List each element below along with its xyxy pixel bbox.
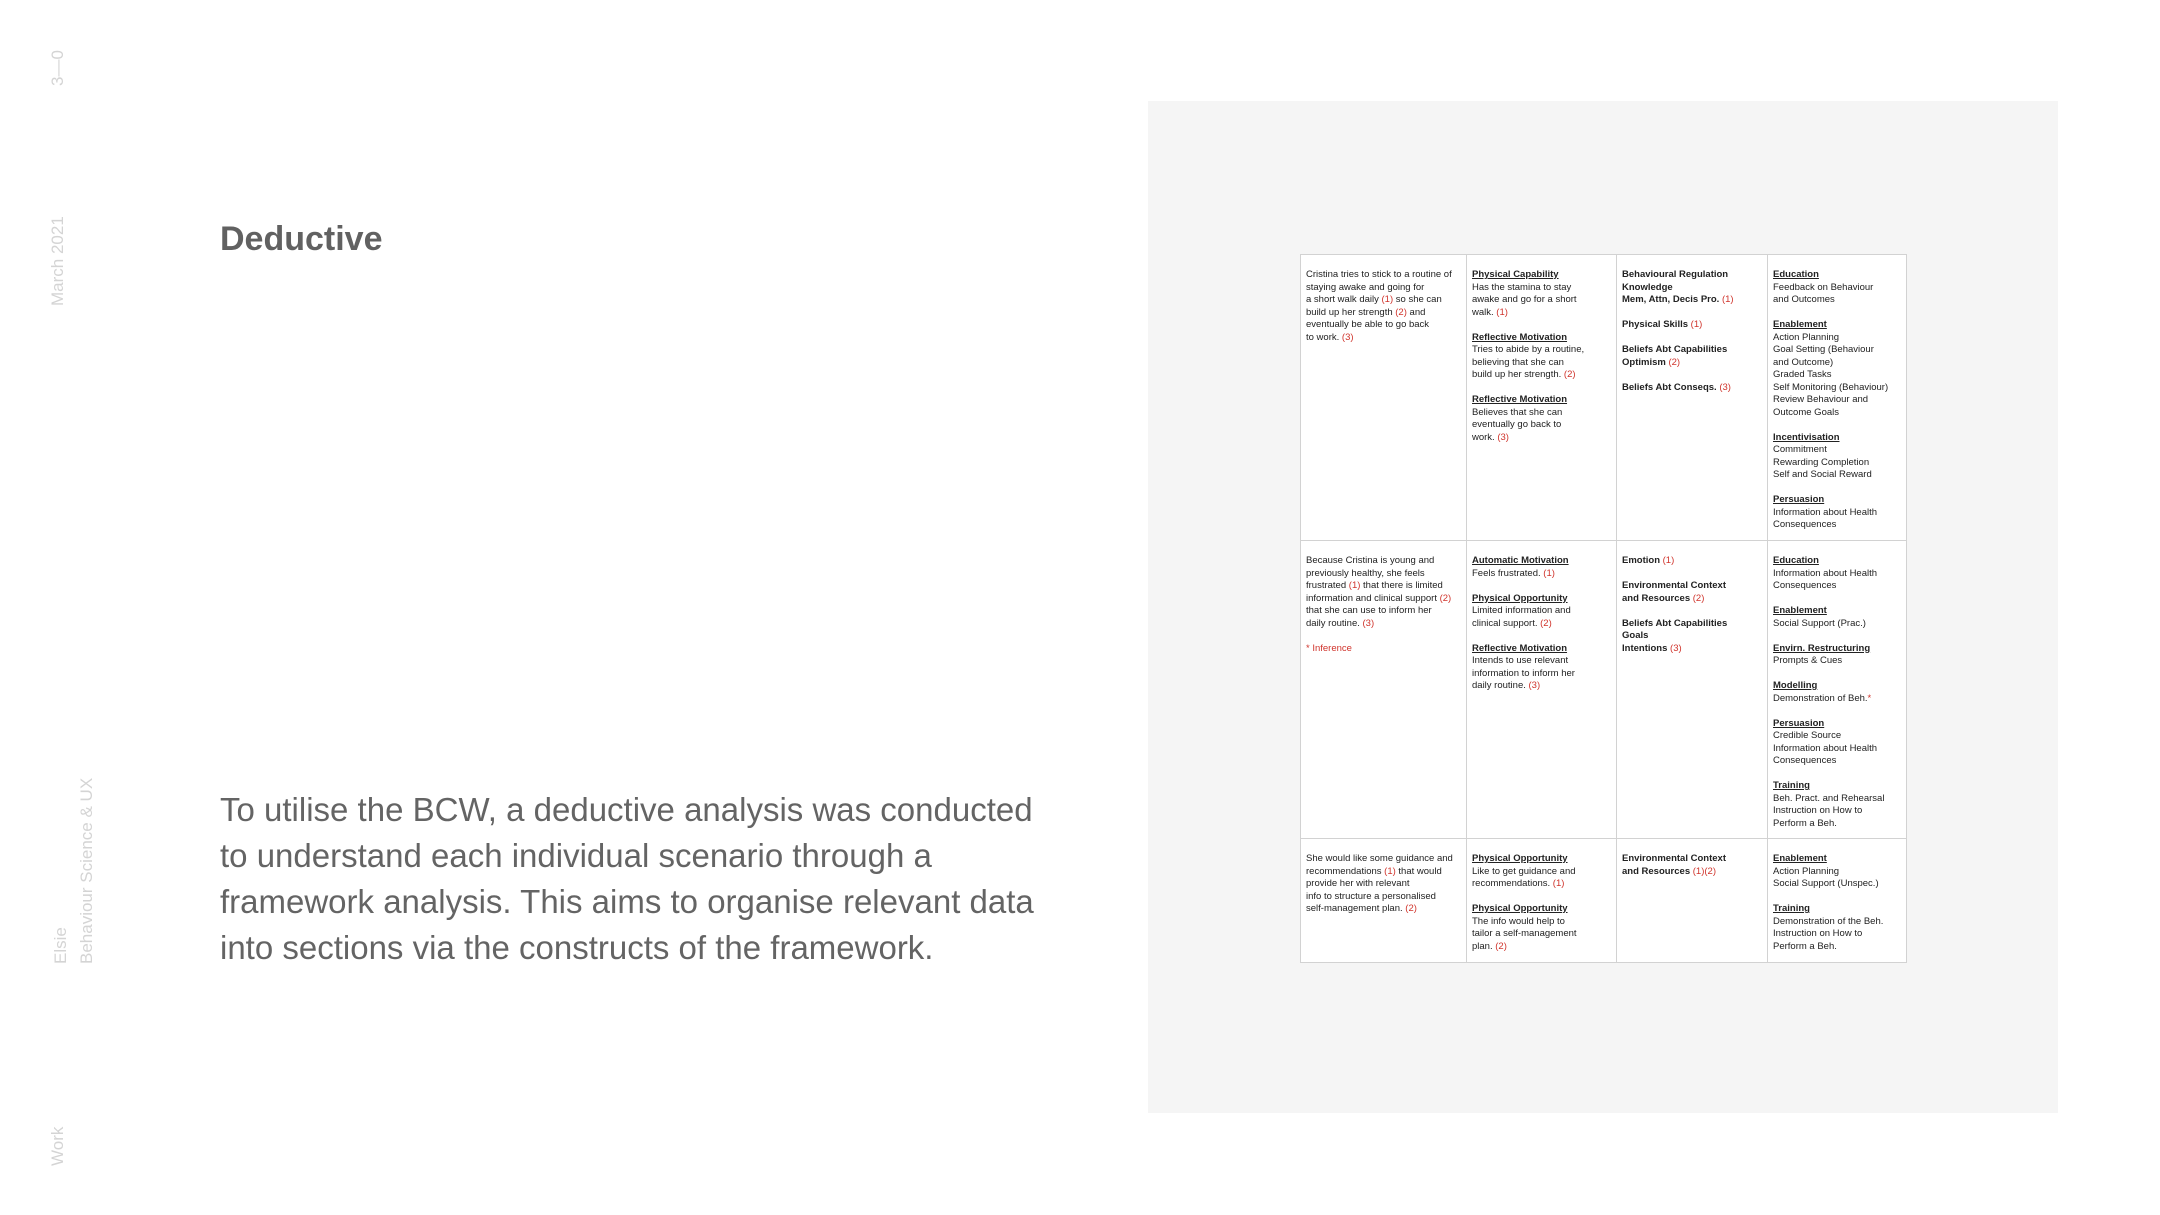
cell-line: Intends to use relevant: [1472, 655, 1569, 666]
cell-heading: Education: [1773, 269, 1819, 280]
cell-line: Perform a Beh.: [1773, 817, 1837, 829]
marker: (1): [1543, 567, 1555, 579]
cell-heading: Modelling: [1773, 680, 1818, 691]
scenario-cell: [1301, 839, 1467, 963]
cell-line: and Outcome): [1773, 356, 1834, 368]
cell-heading: Physical Opportunity: [1472, 592, 1568, 604]
marker: *: [1867, 692, 1872, 704]
slide-number: 3—0: [48, 50, 67, 86]
bct-cell: [1768, 839, 1907, 963]
cell-line: Action Planning: [1773, 865, 1840, 877]
cell-line: and Resources (1)(2): [1622, 865, 1716, 877]
cell-line: recommendations (1) that would: [1306, 865, 1442, 877]
cell-line: awake and go for a short: [1472, 294, 1577, 305]
section-label: Work: [48, 1126, 67, 1166]
cell-line: and Resources (2): [1622, 592, 1705, 604]
marker: (1): [1381, 294, 1394, 305]
cell-line: believing that she can: [1472, 356, 1564, 368]
cell-line: Self and Social Reward: [1773, 469, 1872, 480]
cell-line: Information about Health: [1773, 567, 1878, 579]
marker: (2): [1668, 356, 1681, 368]
marker: (2): [1540, 617, 1552, 629]
cell-heading: Physical Opportunity: [1472, 853, 1568, 864]
cell-line: Beliefs Abt Capabilities: [1622, 344, 1728, 355]
cell-line: Intentions (3): [1622, 642, 1682, 654]
cell-heading: Enablement: [1773, 319, 1827, 330]
cell-line: Like to get guidance and: [1472, 865, 1576, 877]
bct-cell: [1768, 255, 1907, 541]
cell-line: frustrated (1) that there is limited: [1306, 580, 1443, 591]
cell-line: information to inform her: [1472, 667, 1575, 679]
project-subtitle: Behaviour Science & UX: [77, 777, 96, 964]
cell-line: The info would help to: [1472, 915, 1565, 927]
table-row: [1301, 255, 1907, 541]
cell-line: Self Monitoring (Behaviour): [1773, 381, 1889, 393]
cell-line: Beliefs Abt Conseqs. (3): [1622, 381, 1731, 393]
body-paragraph: To utilise the BCW, a deductive analysis was conducted to understand each individual scenario through a framework analysis. This aims to organise relevant data into sections via the constructs of the framework.: [220, 791, 1034, 966]
cell-line: Rewarding Completion: [1773, 456, 1870, 468]
marker: (3): [1341, 331, 1354, 343]
cell-line: Review Behaviour and: [1773, 394, 1869, 405]
marker: (1): [1721, 294, 1734, 305]
cell-line: that she can use to inform her: [1306, 605, 1432, 616]
marker: (2): [1692, 592, 1705, 604]
cell-line: build up her strength (2) and: [1306, 306, 1426, 318]
marker: (1): [1552, 878, 1565, 889]
inference-note: * Inference: [1306, 642, 1352, 654]
cell-heading: Reflective Motivation: [1472, 394, 1568, 405]
cell-line: Beliefs Abt Capabilities: [1622, 617, 1728, 629]
cell-line: Social Support (Unspec.): [1773, 878, 1879, 889]
cell-line: Goal Setting (Behaviour: [1773, 344, 1874, 355]
cell-line: daily routine. (3): [1472, 680, 1541, 691]
marker: (2): [1405, 903, 1417, 914]
tdf-cell: [1617, 541, 1768, 839]
cell-heading: Envirn. Restructuring: [1773, 642, 1871, 654]
cell-line: Consequences: [1773, 519, 1837, 530]
cell-line: Mem, Attn, Decis Pro. (1): [1622, 294, 1734, 305]
marker: (2): [1563, 369, 1576, 380]
cell-line: work. (3): [1472, 431, 1509, 443]
scenario-cell: [1301, 541, 1467, 839]
cell-line: Tries to abide by a routine,: [1472, 344, 1585, 355]
cell-line: Outcome Goals: [1773, 406, 1839, 418]
cell-heading: Reflective Motivation: [1472, 642, 1568, 654]
cell-line: Environmental Context: [1622, 853, 1726, 864]
cell-line: Action Planning: [1773, 331, 1840, 343]
cell-line: Instruction on How to: [1773, 928, 1863, 939]
cell-heading: Physical Capability: [1472, 269, 1559, 280]
cell-line: info to structure a personalised: [1306, 890, 1436, 902]
cell-line: Physical Skills (1): [1622, 319, 1703, 330]
project-name: Elsie: [51, 927, 70, 964]
marker: (1): [1496, 306, 1508, 318]
cell-line: Beh. Pract. and Rehearsal: [1773, 792, 1885, 804]
cell-line: Instruction on How to: [1773, 805, 1863, 816]
cell-line: Behavioural Regulation: [1622, 269, 1729, 280]
cell-heading: Persuasion: [1773, 494, 1825, 505]
project-topic: [48, 778, 100, 964]
cell-line: Graded Tasks: [1773, 369, 1832, 380]
marker: (3): [1528, 680, 1541, 691]
cell-line: Feedback on Behaviour: [1773, 281, 1874, 293]
tdf-cell: [1617, 839, 1768, 963]
marker: (3): [1670, 642, 1682, 654]
page-title: Deductive: [220, 220, 383, 258]
cell-line: Perform a Beh.: [1773, 940, 1837, 952]
com-b-cell: [1467, 839, 1617, 963]
cell-line: Optimism (2): [1622, 356, 1681, 368]
cell-line: Because Cristina is young and: [1306, 555, 1435, 566]
cell-line: Has the stamina to stay: [1472, 281, 1572, 293]
cell-line: Environmental Context: [1622, 580, 1726, 591]
marker: (2): [1395, 306, 1407, 318]
cell-line: plan. (2): [1472, 940, 1507, 952]
cell-heading: Education: [1773, 555, 1819, 566]
cell-line: Emotion (1): [1622, 555, 1675, 566]
marker: (1): [1348, 580, 1361, 591]
bct-cell: [1768, 541, 1907, 839]
cell-line: Consequences: [1773, 755, 1837, 766]
cell-line: Prompts & Cues: [1773, 655, 1843, 666]
cell-heading: Training: [1773, 780, 1810, 791]
cell-line: Limited information and: [1472, 605, 1571, 616]
cell-line: walk. (1): [1472, 306, 1508, 318]
cell-line: Consequences: [1773, 580, 1837, 591]
cell-line: Credible Source: [1773, 730, 1842, 741]
cell-line: eventually go back to: [1472, 419, 1562, 430]
marker: (2): [1495, 940, 1507, 952]
cell-line: Believes that she can: [1472, 406, 1563, 418]
cell-line: Commitment: [1773, 444, 1827, 455]
cell-line: information and clinical support (2): [1306, 592, 1452, 604]
marker: (3): [1362, 617, 1375, 629]
marker: (1)(2): [1692, 865, 1716, 877]
bcw-framework-table: [1300, 254, 1907, 963]
cell-heading: Automatic Motivation: [1472, 555, 1569, 566]
marker: (1): [1690, 319, 1703, 330]
table-row: [1301, 839, 1907, 963]
cell-line: provide her with relevant: [1306, 878, 1410, 889]
cell-line: She would like some guidance and: [1306, 853, 1453, 864]
cell-heading: Physical Opportunity: [1472, 903, 1568, 914]
cell-line: Knowledge: [1622, 281, 1673, 293]
cell-heading: Persuasion: [1773, 717, 1825, 729]
cell-line: to work. (3): [1306, 331, 1354, 343]
cell-line: clinical support. (2): [1472, 617, 1552, 629]
date-label: March 2021: [48, 216, 67, 306]
cell-line: self-management plan. (2): [1306, 903, 1417, 914]
com-b-cell: [1467, 255, 1617, 541]
marker: (3): [1497, 431, 1509, 443]
cell-heading: Enablement: [1773, 605, 1827, 616]
cell-line: a short walk daily (1) so she can: [1306, 294, 1442, 305]
cell-line: staying awake and going for: [1306, 281, 1425, 293]
cell-line: Goals: [1622, 630, 1649, 641]
marker: (3): [1719, 381, 1731, 393]
cell-line: daily routine. (3): [1306, 617, 1375, 629]
scenario-cell: [1301, 255, 1467, 541]
cell-line: Demonstration of the Beh.: [1773, 915, 1884, 927]
cell-heading: Incentivisation: [1773, 431, 1840, 443]
cell-heading: Enablement: [1773, 853, 1827, 864]
cell-line: Cristina tries to stick to a routine of: [1306, 269, 1452, 280]
cell-line: previously healthy, she feels: [1306, 567, 1425, 579]
marker: (1): [1384, 865, 1396, 877]
cell-line: Feels frustrated. (1): [1472, 567, 1555, 579]
marker: (1): [1662, 555, 1675, 566]
table-row: [1301, 541, 1907, 839]
com-b-cell: [1467, 541, 1617, 839]
tdf-cell: [1617, 255, 1768, 541]
marker: (2): [1439, 592, 1452, 604]
cell-line: eventually be able to go back: [1306, 319, 1430, 330]
cell-line: build up her strength. (2): [1472, 369, 1576, 380]
cell-line: recommendations. (1): [1472, 878, 1565, 889]
cell-line: and Outcomes: [1773, 294, 1835, 305]
cell-line: tailor a self-management: [1472, 928, 1577, 939]
cell-heading: Reflective Motivation: [1472, 331, 1568, 343]
cell-heading: Training: [1773, 903, 1810, 914]
cell-line: Information about Health: [1773, 742, 1878, 754]
cell-line: Demonstration of Beh.*: [1773, 692, 1872, 704]
cell-line: Social Support (Prac.): [1773, 617, 1866, 629]
cell-line: Information about Health: [1773, 506, 1878, 518]
